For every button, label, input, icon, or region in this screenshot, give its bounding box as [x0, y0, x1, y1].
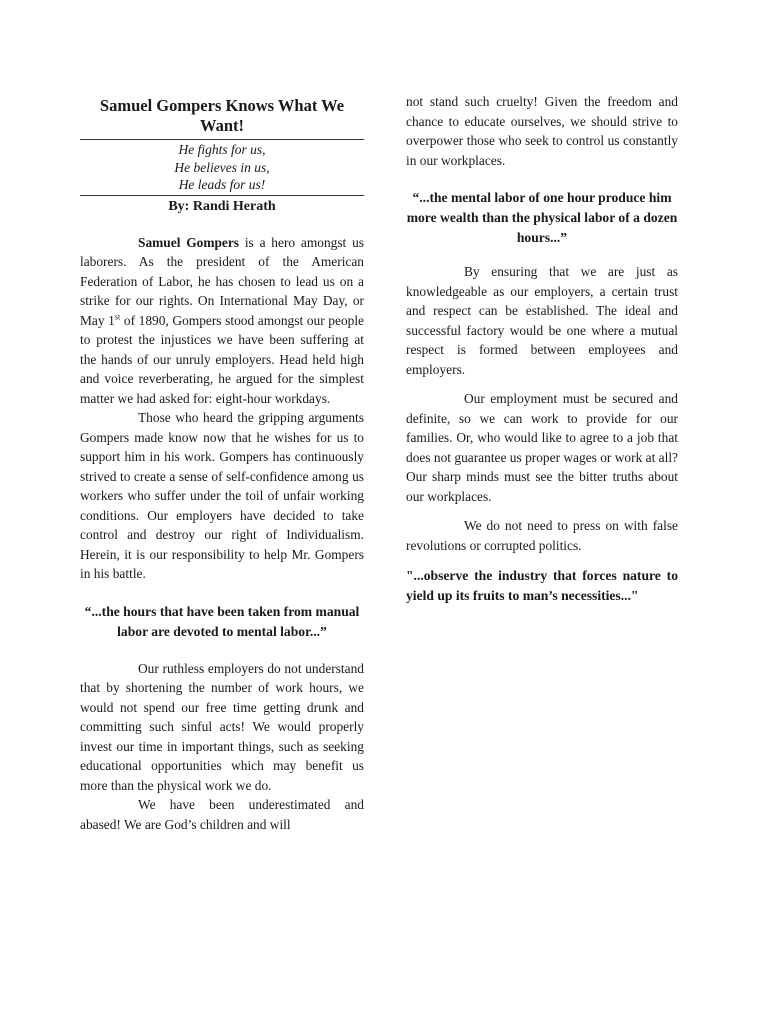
tagline-line: He fights for us,: [178, 142, 266, 157]
paragraph-text: is a hero amongst us laborers. As the president of the American Federation of Labor, he has chosen to lead us on a strike for our rights. On International May Day, or May 1: [80, 234, 364, 328]
pull-quote: “...the mental labor of one hour produce him more wealth than the physical labor of a dozen hours...”: [406, 190, 678, 245]
article-title: Samuel Gompers Knows What We Want!: [99, 96, 345, 135]
tagline-line: He believes in us,: [174, 159, 270, 175]
right-column: [406, 0, 678, 606]
pull-quote: “...the hours that have been taken from manual labor are devoted to mental labor...”: [84, 603, 360, 639]
paragraph-employment: Our employment must be secured and definite, so we can work to provide for our families. Or, who would like to agree to a job that does not guarantee us proper wages or work at all? Our sharp minds must see the bitter truths about our workplaces.: [406, 391, 678, 504]
paragraph-employers: Our ruthless employers do not understand that by shortening the number of work hours, we would not spend our free time getting drunk and committing such sinful acts! We would properly invest our time in important things, such as seeking educational opportunities which may benefit us more than the physical work we do.: [80, 660, 364, 793]
tagline: [80, 140, 364, 195]
tagline-line: He leads for us!: [178, 177, 266, 192]
paragraph-abased: We have been underestimated and abased! We are God’s children and will: [80, 797, 364, 832]
pull-quote: "...observe the industry that forces nature to yield up its fruits to man’s necessities...": [406, 568, 678, 603]
tagline-divider: [80, 195, 364, 196]
left-column: [80, 0, 364, 834]
paragraph-text: of 1890, Gompers stood amongst our people to protest the injustices we have been suffering at the hands of our unruly employers. Head held high and voice reverberating, he argued for the simplest matter we had asked for: eight-hour workdays.: [80, 312, 365, 406]
ordinal-suffix: st: [114, 312, 121, 322]
byline: By: Randi Herath: [168, 198, 276, 214]
subject-name: Samuel Gompers: [138, 234, 240, 250]
paragraph-revolutions: We do not need to press on with false revolutions or corrupted politics.: [406, 518, 678, 553]
paragraph-intro: [80, 233, 364, 409]
paragraph-knowledge: By ensuring that we are just as knowledgeable as our employers, a certain trust and respect can be established. The ideal and successful factory would be one where a mutual respect is formed between employees and employers.: [406, 264, 678, 377]
paragraph-continued: not stand such cruelty! Given the freedom and chance to educate ourselves, we should strive to overpower those who seek to control us constantly in our workplaces.: [406, 94, 678, 168]
paragraph-support: Those who heard the gripping arguments Gompers made know now that he wishes for us to support him in his work. Gompers has continuously strived to create a sense of self-confidence among us workers who suffer under the toil of unfair working conditions. Our employers have decided to take control and destroy our right of Individualism. Herein, it is our responsibility to help Mr. Gompers in his battle.: [80, 410, 364, 581]
